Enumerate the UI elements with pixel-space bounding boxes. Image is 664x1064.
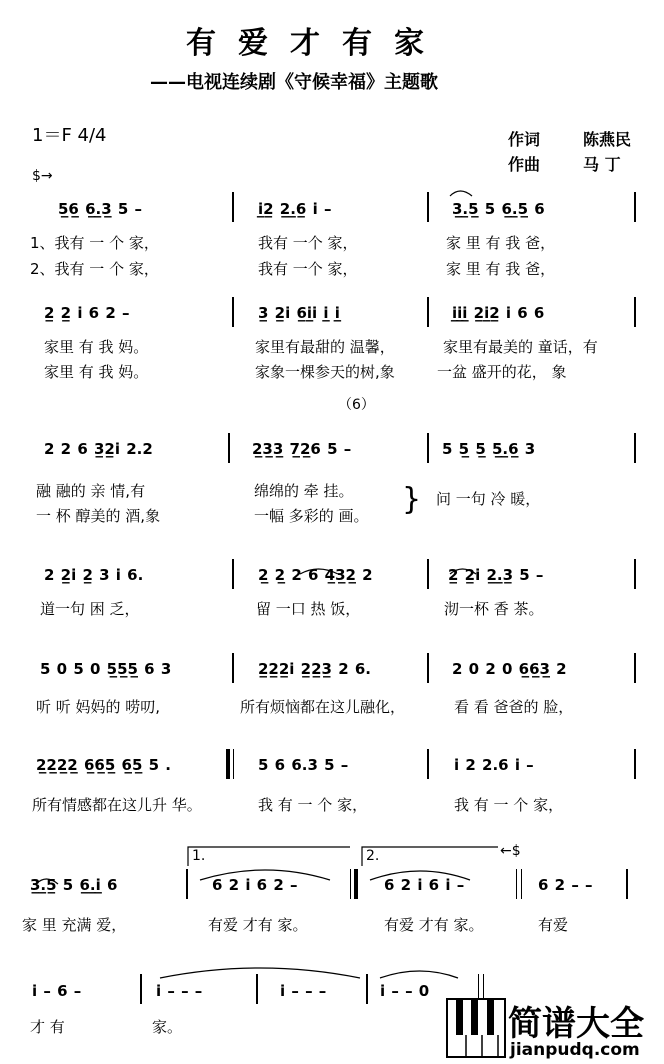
lyric-line5-m2: 所有烦恼都在这儿融化， — [240, 698, 406, 716]
brand-logo — [446, 996, 660, 1062]
notes-line7-m4: 6 2 – – — [538, 876, 593, 894]
notes-line1-m3: 3̲.̲5̲ 5 6̲.̲5̲ 6 — [452, 200, 545, 218]
page-subtitle: ——电视连续剧《守候幸福》主题歌 — [150, 72, 438, 93]
verse-brace: } — [402, 482, 422, 517]
lyric-line7-m3: 有爱 才有 家。 — [384, 916, 484, 934]
notes-line4-m3: 2̲ 2̲i 2̲.̲3̲ 5 – — [448, 566, 544, 584]
notes-line7-m2: 6 2 i 6 2 – — [212, 876, 298, 894]
notes-line5-m3: 2 0 2 0 6̲6̲3̲ 2 — [452, 660, 567, 678]
notes-line7-m3: 6 2 i 6 i – — [384, 876, 465, 894]
notes-line1-m2: i̲2̲ 2̲.̲6̲ i – — [258, 200, 332, 218]
lyricist-label: 作词 — [508, 130, 541, 149]
notes-line4-m1: 2 2̲i 2̲ 3 i 6. — [44, 566, 144, 584]
lyric-line3-v2-m1: 一 杯 醇美的 酒,象 — [36, 507, 161, 525]
lyric-line1-v2-m1: 2、我有 一 个 家， — [30, 260, 159, 278]
ending-2-label: 2. — [366, 848, 380, 864]
notes-line8-m2: i – – – — [156, 982, 203, 1000]
notes-line1-m1: 5̲6̲ 6̲.̲3̲ 5 – — [58, 200, 143, 218]
lyric-line1-v2-m2: 我有 一个 家， — [258, 260, 358, 278]
notes-line8-m3: i – – – — [280, 982, 327, 1000]
lyric-line2-v1-m2: 家里有最甜的 温馨， — [255, 338, 395, 356]
ending-2-bracket — [362, 847, 498, 866]
notes-line4-m2: 2̲ 2̲ 2 6 4̲3̲2̲ 2 — [258, 566, 373, 584]
brand-domain: jianpudq.com — [510, 1040, 640, 1060]
lyric-line4-m2: 留 一口 热 饭， — [256, 600, 361, 618]
ending-1-label: 1. — [192, 848, 206, 864]
lyric-line2-v2-m2: 家象一棵参天的树,象 — [255, 363, 395, 381]
notes-line8-m4: i – – 0 — [380, 982, 430, 1000]
key-time-signature: 1＝F 4/4 — [32, 125, 107, 146]
tie — [380, 971, 458, 978]
notes-line2-m3: i̲i̲i̲ 2̲i̲2̲ i 6 6 — [452, 304, 545, 322]
notes-line6-m2: 5 6 6.3 5 – — [258, 756, 349, 774]
notes-line3-m3: 5 5̲ 5̲ 5̲.̲6̲ 3 — [442, 440, 536, 458]
notes-line8-m1: i – 6 – — [32, 982, 82, 1000]
lyric-line4-m1: 道一句 困 乏， — [40, 600, 140, 618]
lyric-line7-m2: 有爱 才有 家。 — [208, 916, 308, 934]
lyric-line5-m1: 听 听 妈妈的 唠叨, — [36, 698, 161, 716]
notes-line2-m2: 3̲ 2̲i 6̲i̲i i̲ i̲ — [258, 304, 340, 322]
lyric-line1-v1-m3: 家 里 有 我 爸， — [446, 234, 556, 252]
notes-line2-m1: 2̲ 2̲ i 6 2 – — [44, 304, 130, 322]
piano-keys-icon — [446, 998, 506, 1058]
tie — [370, 871, 470, 880]
lyric-line2-v1-m3: 家里有最美的 童话，有 — [443, 338, 598, 356]
notes-line3-m2: 2̲3̲3̲ 7̲2̲6 5 – — [252, 440, 352, 458]
lyric-line3-v2-m2: 一幅 多彩的 画。 — [254, 507, 369, 525]
lyric-line2-v1-m1: 家里 有 我 妈。 — [44, 338, 149, 356]
lyric-line3-v1-m1: 融 融的 亲 情,有 — [36, 482, 146, 500]
tie — [160, 968, 360, 978]
lyric-line2-v2-m1: 家里 有 我 妈。 — [44, 363, 149, 381]
slur — [36, 879, 58, 884]
notes-line5-m2: 2̲2̲2̲i 2̲2̲3̲ 2 6. — [258, 660, 372, 678]
notes-line6-m1: 2̲2̲2̲2̲ 6̲6̲5̲ 6̲5̲ 5 . — [36, 756, 171, 774]
lyric-line6-m1: 所有情感都在这儿升 华。 — [32, 796, 202, 814]
segno-end-mark: ←$ — [500, 843, 521, 859]
repeat-marker: （6） — [338, 397, 375, 413]
notes-line6-m3: i 2 2.6 i – — [454, 756, 534, 774]
segno-mark: $→ — [32, 168, 53, 184]
lyric-line8-m1: 才 有 — [30, 1018, 65, 1036]
lyric-line5-m3: 看 看 爸爸的 脸， — [454, 698, 574, 716]
slur — [300, 569, 338, 574]
lyric-line6-m2: 我 有 一 个 家， — [258, 796, 368, 814]
lyric-line3-v1-m2: 绵绵的 牵 挂。 — [254, 482, 354, 500]
page-title: 有爱才有家 — [186, 26, 446, 61]
lyric-line2-v2-m3: 一盆 盛开的花， 象 — [437, 363, 567, 381]
lyric-line1-v1-m2: 我有 一个 家， — [258, 234, 358, 252]
lyric-line1-v2-m3: 家 里 有 我 爸， — [446, 260, 556, 278]
lyricist-name: 陈燕民 — [583, 130, 632, 149]
ending-1-bracket — [188, 847, 350, 866]
notes-line3-m1: 2 2 6 3̲2̲i 2.2 — [44, 440, 153, 458]
lyric-line7-m1: 家 里 充满 爱， — [22, 916, 127, 934]
composer-name: 马 丁 — [583, 155, 621, 174]
lyric-line4-m3: 沏一杯 香 茶。 — [444, 600, 544, 618]
lyric-line1-v1-m1: 1、我有 一 个 家， — [30, 234, 159, 252]
lyric-line6-m3: 我 有 一 个 家， — [454, 796, 564, 814]
notes-line7-m1: 3̲.̲5̲ 5 6̲.̲i̲ 6 — [30, 876, 118, 894]
slur — [450, 191, 472, 196]
slur — [450, 569, 476, 574]
composer-label: 作曲 — [508, 155, 541, 174]
tie — [200, 870, 330, 880]
brand-text: 简谱大全 — [508, 1004, 644, 1044]
lyric-line7-m4: 有爱 — [538, 916, 569, 934]
lyric-line3-v1-m3: 问 一句 冷 暖， — [436, 490, 541, 508]
notes-line5-m1: 5 0 5 0 5̲5̲5̲ 6 3 — [40, 660, 172, 678]
lyric-line8-m2: 家。 — [152, 1018, 183, 1036]
